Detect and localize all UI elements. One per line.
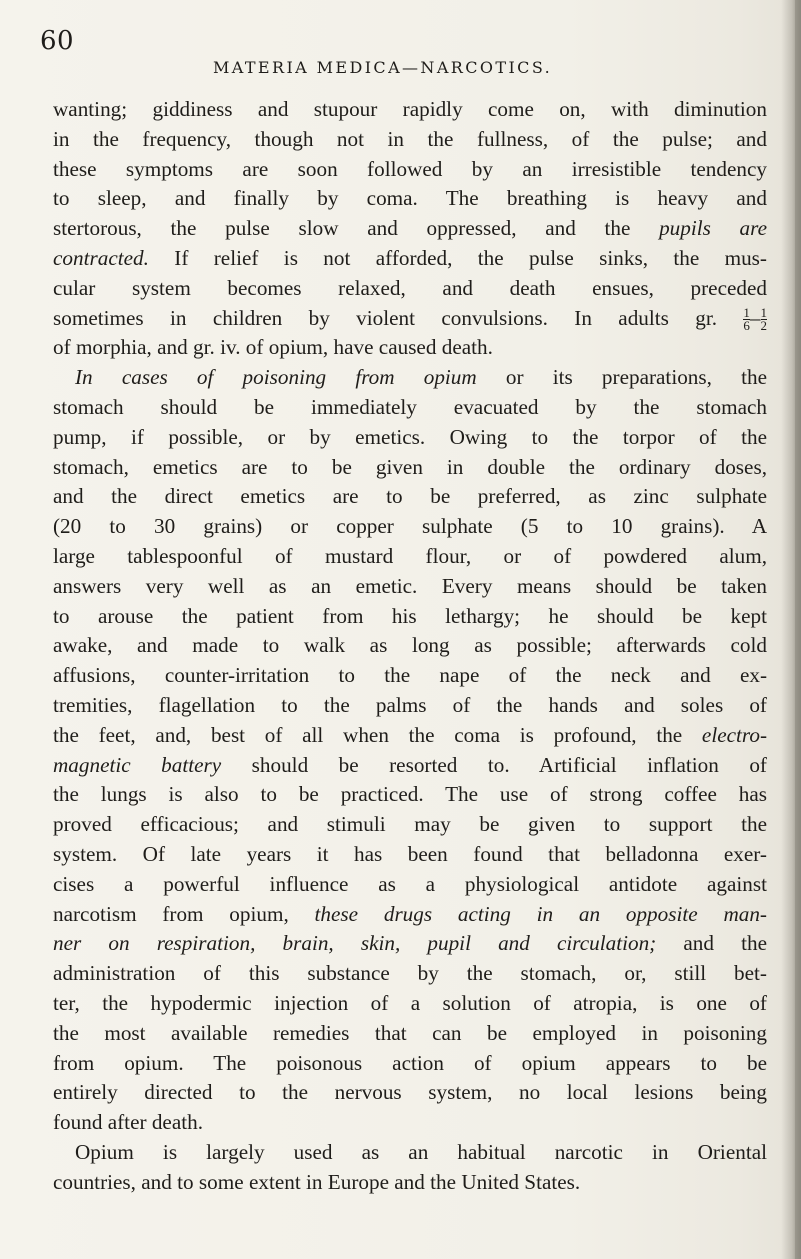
fraction: $\frac{1}{2}$	[760, 305, 768, 334]
text-line: from opium. The poisonous action of opium appears to be	[53, 1050, 767, 1075]
text-line: tremities, flagellation to the palms of the hands and soles of	[53, 692, 767, 717]
text-line: large tablespoonful of mustard flour, or of powdered alum,	[53, 543, 767, 568]
text-line: wanting; giddiness and stupour rapidly come on, with diminution	[53, 97, 767, 121]
text-line: magnetic battery should be resorted to. Artificial inflation of	[53, 752, 767, 777]
italic-phrase: electro-	[701, 722, 768, 747]
text-line: the lungs is also to be practiced. The use of strong coffee has	[53, 782, 767, 807]
text-line: In cases of poisoning from opium or its preparations, the	[75, 365, 767, 390]
text-line: contracted. If relief is not afforded, the pulse sinks, the mus-	[53, 245, 767, 270]
running-head: MATERIA MEDICA—NARCOTICS.	[213, 58, 553, 77]
italic-phrase: In cases of poisoning from opium	[75, 365, 477, 390]
italic-phrase: magnetic battery	[53, 752, 222, 777]
page-edge	[795, 0, 801, 1259]
text-line: countries, and to some extent in Europe and the United States.	[53, 1169, 581, 1194]
text-line: to sleep, and finally by coma. The breathing is heavy and	[53, 186, 767, 211]
text-line: sometimes in children by violent convulsions. In adults gr. $\frac{1}{6}$ – $\frac{1}{2}$	[53, 305, 768, 334]
fraction: $\frac{1}{6}$	[743, 305, 750, 334]
text-line: the feet, and, best of all when the coma is profound, the electro-	[53, 722, 768, 747]
text-line: narcotism from opium, these drugs acting in an opposite man-	[53, 901, 767, 926]
text-line: these symptoms are soon followed by an irresistible tendency	[53, 156, 767, 181]
text-line: pump, if possible, or by emetics. Owing to the torpor of the	[53, 424, 767, 449]
paragraph-3	[53, 1138, 767, 1198]
text-line: of morphia, and gr. iv. of opium, have caused death.	[53, 335, 493, 360]
italic-phrase: ner on respiration, brain, skin, pupil and circulation;	[53, 931, 657, 956]
text-line: Opium is largely used as an habitual narcotic in Oriental	[75, 1139, 767, 1164]
page-number: 60	[40, 26, 75, 56]
text-line: to arouse the patient from his lethargy; he should be kept	[53, 603, 767, 628]
italic-phrase: pupils are	[659, 216, 768, 241]
text-line: cular system becomes relaxed, and death ensues, preceded	[53, 275, 767, 300]
paragraph-1	[53, 95, 767, 363]
text-line: ter, the hypodermic injection of a solution of atropia, is one of	[53, 990, 767, 1015]
text-line: the most available remedies that can be employed in poisoning	[53, 1020, 767, 1045]
italic-phrase: contracted.	[53, 245, 149, 270]
body-text	[53, 95, 767, 1197]
text-line: affusions, counter-irritation to the nape of the neck and ex-	[53, 663, 767, 688]
text-line: in the frequency, though not in the fullness, of the pulse; and	[53, 126, 767, 151]
italic-phrase: these drugs acting in an opposite man-	[314, 901, 767, 926]
text-line: stomach should be immediately evacuated by the stomach	[53, 394, 767, 419]
text-line: administration of this substance by the stomach, or, still bet-	[53, 961, 767, 986]
text-line: and the direct emetics are to be preferred, as zinc sulphate	[53, 484, 767, 509]
text-line: cises a powerful influence as a physiological antidote against	[53, 871, 767, 896]
text-line: ner on respiration, brain, skin, pupil and circulation; and the	[53, 931, 767, 956]
text-line: found after death.	[53, 1110, 204, 1135]
text-line: awake, and made to walk as long as possible; afterwards cold	[53, 633, 767, 658]
text-line: (20 to 30 grains) or copper sulphate (5 to 10 grains). A	[53, 514, 767, 539]
text-line: answers very well as an emetic. Every means should be taken	[53, 573, 767, 598]
paragraph-2	[53, 363, 767, 1138]
text-line: proved efficacious; and stimuli may be given to support the	[53, 812, 767, 837]
text-line: stomach, emetics are to be given in double the ordinary doses,	[53, 454, 767, 479]
text-line: system. Of late years it has been found that belladonna exer-	[53, 841, 767, 866]
text-line: stertorous, the pulse slow and oppressed, and the pupils are	[53, 216, 768, 241]
text-line: entirely directed to the nervous system, no local lesions being	[53, 1080, 767, 1105]
